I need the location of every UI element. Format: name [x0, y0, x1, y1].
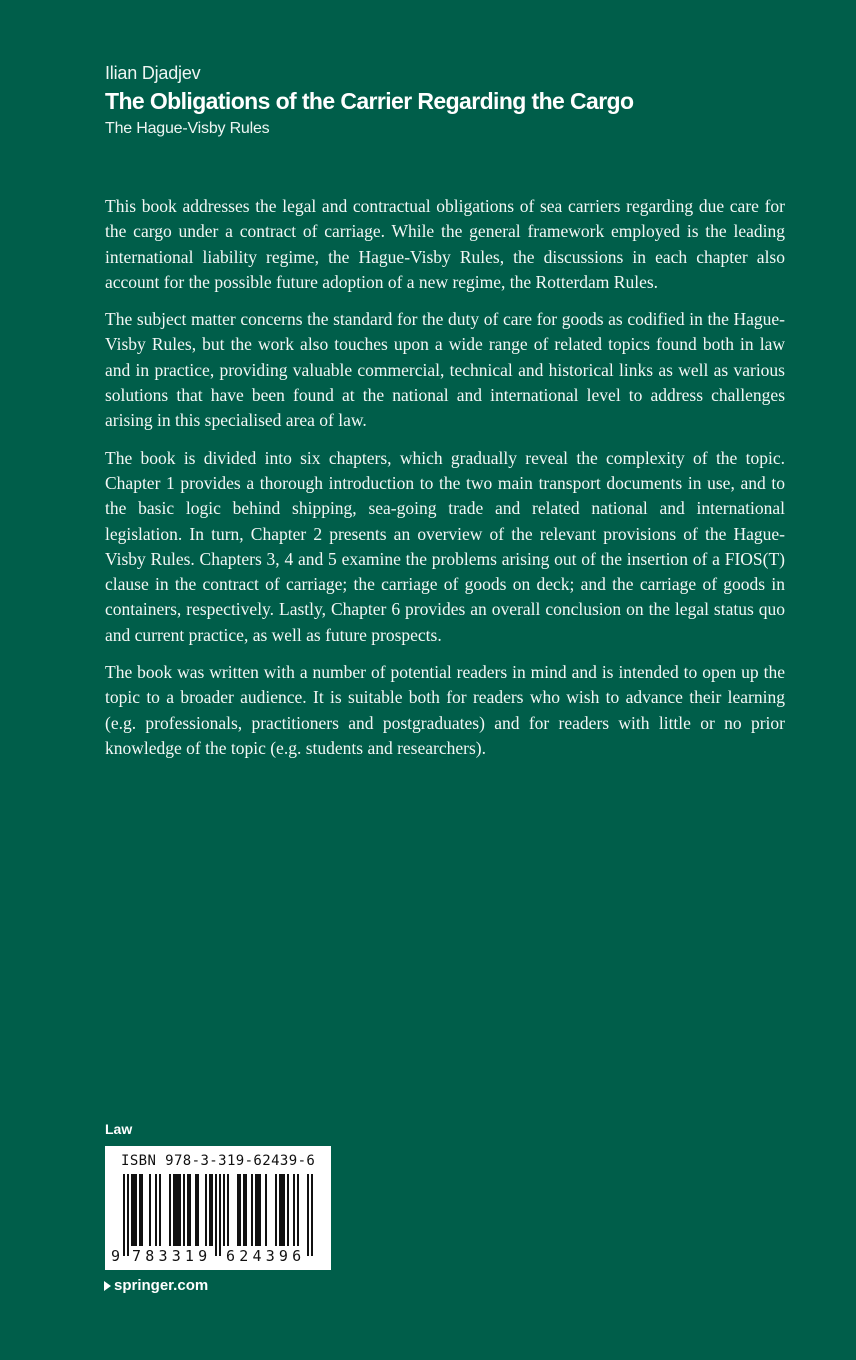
- barcode-bar: [265, 1174, 267, 1246]
- barcode-bar: [183, 1174, 185, 1246]
- barcode-bar: [275, 1174, 277, 1246]
- springer-link-text[interactable]: springer.com: [114, 1277, 209, 1294]
- barcode-bar: [237, 1174, 241, 1246]
- blurb-paragraph: This book addresses the legal and contractual obligations of sea carriers regarding due care for the cargo under a contract of carriage. While the general framework employed is the leading international liability regime, the Hague-Visby Rules, the discussions in each chapter also account for the possible future adoption of a new regime, the Rotterdam Rules.: [105, 196, 785, 292]
- springer-link[interactable]: [104, 1276, 208, 1296]
- book-subtitle: The Hague-Visby Rules: [105, 120, 270, 137]
- barcode-bar: [195, 1174, 199, 1246]
- blurb-paragraph: The book was written with a number of potential readers in mind and is intended to open up the topic to a broader audience. It is suitable both for readers who wish to advance their learning (e.g. professionals, practitioners and postgraduates) and for readers with little or no prior knowledge of the topic (e.g. students and researchers).: [105, 662, 785, 758]
- barcode-guard-bar: [311, 1174, 313, 1256]
- isbn-label: ISBN 978-3-319-62439-6: [121, 1153, 316, 1169]
- barcode-bar: [297, 1174, 299, 1246]
- barcode-left-digits: 783319: [132, 1247, 212, 1265]
- barcode-right-digits: 624396: [226, 1247, 306, 1265]
- blurb-paragraph: The subject matter concerns the standard for the duty of care for goods as codified in the Hague-Visby Rules, but the work also touches upon a wide range of related topics found both in law and in practice, providing valuable commercial, technical and historical links as well as various solutions that have been found at the national and international level to address challenges arising in this specialised area of law.: [105, 309, 785, 431]
- barcode-bar: [287, 1174, 289, 1246]
- barcode-bar: [205, 1174, 207, 1246]
- barcode-guard-bar: [127, 1174, 129, 1256]
- barcode-bar: [159, 1174, 161, 1246]
- barcode-bar: [187, 1174, 191, 1246]
- barcode-bar: [173, 1174, 181, 1246]
- barcode-bar: [149, 1174, 151, 1246]
- barcode-bar: [251, 1174, 253, 1246]
- barcode-bar: [223, 1174, 225, 1246]
- book-title: The Obligations of the Carrier Regarding the Cargo: [105, 88, 634, 114]
- barcode-bar: [209, 1174, 213, 1246]
- author-name: Ilian Djadjev: [105, 63, 201, 83]
- barcode-bar: [139, 1174, 143, 1246]
- barcode-bar: [255, 1174, 261, 1246]
- barcode-guard-bar: [307, 1174, 309, 1256]
- triangle-right-icon: [104, 1281, 111, 1291]
- blurb-paragraph: The book is divided into six chapters, which gradually reveal the complexity of the topic. Chapter 1 provides a thorough introduction to the two main transport documents in use, and to the basic logic behind shipping, sea-going trade and related national and international legislation. In turn, Chapter 2 presents an overview of the relevant provisions of the Hague-Visby Rules. Chapters 3, 4 and 5 examine the problems arising out of the insertion of a FIOS(T) clause in the contract of carriage; the carriage of goods on deck; and the carriage of goods in containers, respectively. Lastly, Chapter 6 provides an overall conclusion on the legal status quo and current practice, as well as future prospects.: [105, 447, 785, 645]
- barcode-bar: [243, 1174, 247, 1246]
- book-header: [105, 62, 805, 140]
- barcode-guard-bar: [215, 1174, 217, 1256]
- barcode-guard-bar: [123, 1174, 125, 1256]
- subject-category: Law: [105, 1121, 133, 1137]
- barcode-bar: [155, 1174, 157, 1246]
- blurb: [105, 194, 785, 773]
- barcode-bar: [131, 1174, 137, 1246]
- barcode-bar: [293, 1174, 295, 1246]
- isbn-barcode: [105, 1146, 331, 1270]
- barcode-bar: [279, 1174, 285, 1246]
- barcode-bar: [169, 1174, 171, 1246]
- barcode-guard-bar: [219, 1174, 221, 1256]
- barcode-lead-digit: 9: [111, 1247, 121, 1265]
- barcode-bar: [227, 1174, 229, 1246]
